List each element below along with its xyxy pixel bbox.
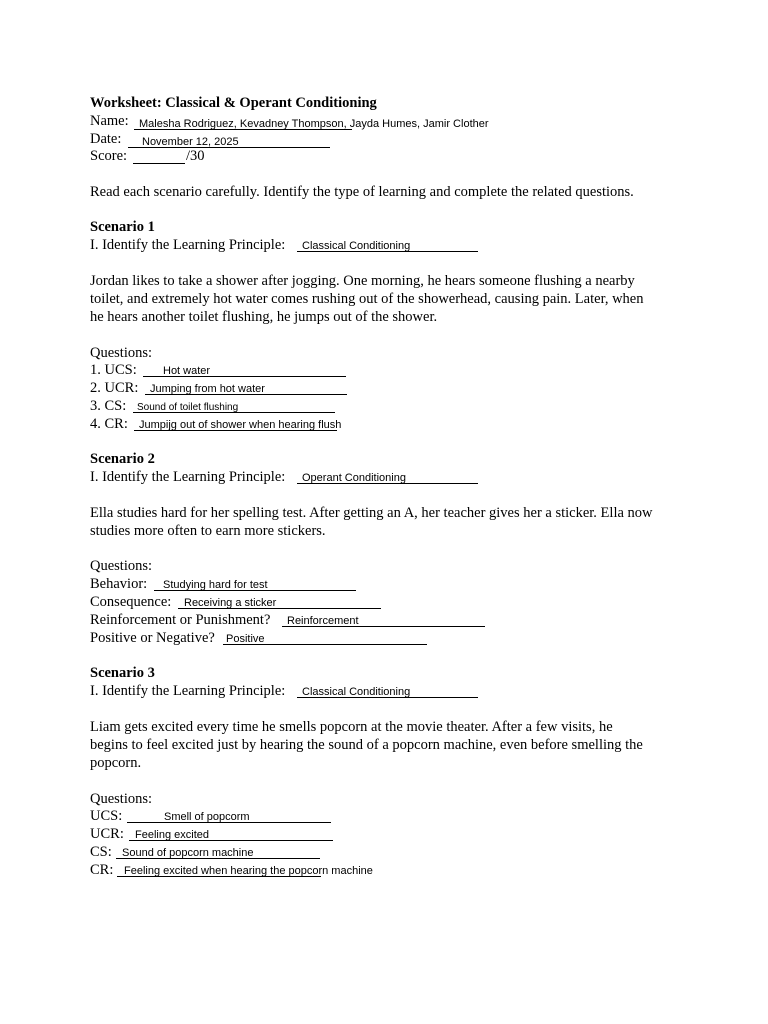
scenario-3-heading: Scenario 3 <box>90 665 155 681</box>
scenario-2-q1-answer[interactable]: Studying hard for test <box>163 579 268 591</box>
scenario-1-q4-answer[interactable]: Jumpijg out of shower when hearing flush <box>139 419 342 431</box>
scenario-2-q1-label: Behavior: <box>90 576 148 592</box>
scenario-1-q4-label: 4. CR: <box>90 416 128 432</box>
scenario-3-q2-answer[interactable]: Feeling excited <box>135 829 209 841</box>
scenario-1-q1-label: 1. UCS: <box>90 362 137 378</box>
scenario-1-q3-answer[interactable]: Sound of toilet flushing <box>137 402 239 413</box>
scenario-3-text-line: popcorn. <box>90 755 142 771</box>
scenario-2-q4-label: Positive or Negative? <box>90 630 215 646</box>
scenario-2-q2-answer[interactable]: Receiving a sticker <box>184 597 277 609</box>
worksheet-title: Worksheet: Classical & Operant Conditioning <box>90 95 377 111</box>
scenario-1-q2-answer[interactable]: Jumping from hot water <box>150 383 265 395</box>
scenario-3-questions-label: Questions: <box>90 791 153 807</box>
scenario-1-questions-label: Questions: <box>90 345 153 361</box>
scenario-3-text-line: begins to feel excited just by hearing the sound of a popcorn machine, even before smelling the <box>90 737 643 753</box>
scenario-1-heading: Scenario 1 <box>90 219 155 235</box>
scenario-3-q1-answer[interactable]: Smell of popcorm <box>164 811 250 823</box>
scenario-2-q3-label: Reinforcement or Punishment? <box>90 612 271 628</box>
score-blank-line <box>133 163 185 164</box>
scenario-3-text-line: Liam gets excited every time he smells popcorn at the movie theater. After a few visits, he <box>90 719 613 735</box>
scenario-1-text-line: Jordan likes to take a shower after jogging. One morning, he hears someone flushing a nearby <box>90 273 635 289</box>
score-label: Score: <box>90 148 128 164</box>
scenario-3-q3-answer[interactable]: Sound of popcorn machine <box>122 847 254 859</box>
instructions: Read each scenario carefully. Identify the type of learning and complete the related questions. <box>90 184 634 200</box>
scenario-3-q4-answer[interactable]: Feeling excited when hearing the popcorn machine <box>124 865 373 877</box>
scenario-2-text-line: studies more often to earn more stickers. <box>90 523 326 539</box>
scenario-3-q1-label: UCS: <box>90 808 123 824</box>
scenario-2-questions-label: Questions: <box>90 558 153 574</box>
scenario-2-principle-answer[interactable]: Operant Conditioning <box>302 472 406 484</box>
scenario-1-text-line: toilet, and extremely hot water comes rushing out of the showerhead, causing pain. Later, when <box>90 291 644 307</box>
scenario-3-q2-label: UCR: <box>90 826 124 842</box>
scenario-1-q1-answer[interactable]: Hot water <box>163 365 211 377</box>
scenario-2-text-line: Ella studies hard for her spelling test. After getting an A, her teacher gives her a sticker. Ella now <box>90 505 653 521</box>
scenario-2-principle-label: I. Identify the Learning Principle: <box>90 469 286 485</box>
date-answer[interactable]: November 12, 2025 <box>142 136 239 148</box>
scenario-1-q2-label: 2. UCR: <box>90 380 139 396</box>
scenario-2-q2-label: Consequence: <box>90 594 172 610</box>
scenario-1-principle-label: I. Identify the Learning Principle: <box>90 237 286 253</box>
scenario-2-heading: Scenario 2 <box>90 451 155 467</box>
name-label: Name: <box>90 113 129 129</box>
scenario-1-q3-label: 3. CS: <box>90 398 127 414</box>
scenario-3-principle-label: I. Identify the Learning Principle: <box>90 683 286 699</box>
scenario-3-principle-answer[interactable]: Classical Conditioning <box>302 686 411 698</box>
score-total: /30 <box>186 148 205 164</box>
name-answer[interactable]: Malesha Rodriguez, Kevadney Thompson, Jayda Humes, Jamir Clother <box>139 118 489 130</box>
scenario-2-q4-answer[interactable]: Positive <box>226 633 265 645</box>
scenario-3-q4-label: CR: <box>90 862 114 878</box>
scenario-1-text-line: he hears another toilet flushing, he jumps out of the shower. <box>90 309 438 325</box>
scenario-2-q3-answer[interactable]: Reinforcement <box>287 615 359 627</box>
scenario-1-principle-answer[interactable]: Classical Conditioning <box>302 240 411 252</box>
date-label: Date: <box>90 131 122 147</box>
scenario-3-q3-label: CS: <box>90 844 112 860</box>
